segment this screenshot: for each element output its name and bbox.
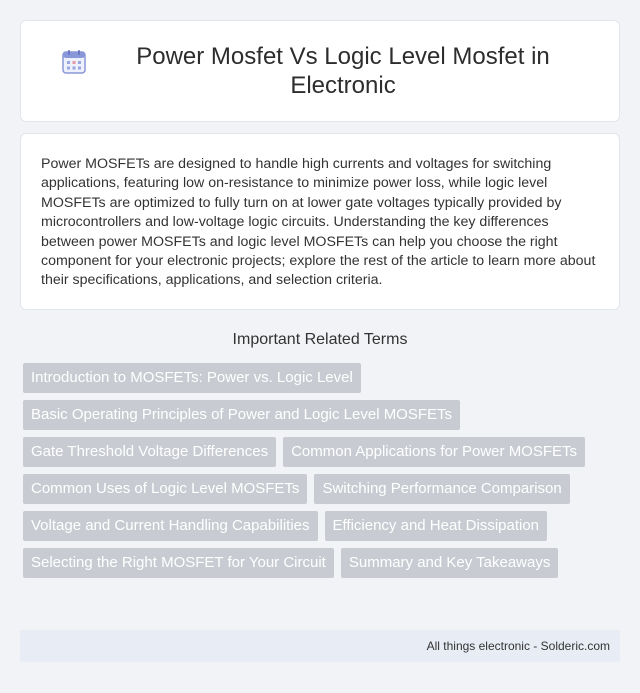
page-title: Power Mosfet Vs Logic Level Mosfet in Electronic: [136, 43, 550, 99]
related-term-tag[interactable]: Common Applications for Power MOSFETs: [283, 437, 585, 467]
footer: [20, 630, 620, 662]
summary-paragraph: Power MOSFETs are designed to handle high currents and voltages for switching applications, featuring low on-resistance to minimize power loss, while logic level MOSFETs are optimized to fully turn on at lower gate voltages typically provided by microcontrollers and low-voltage logic circuits. Understanding the key differences between power MOSFETs and logic level MOSFETs can help you choose the right component for your electronic projects; explore the rest of the article to learn more about their specifications, applications, and selection criteria.: [41, 156, 596, 289]
summary-card: [20, 133, 620, 310]
related-term-tag[interactable]: Gate Threshold Voltage Differences: [23, 437, 276, 467]
related-term-tag[interactable]: Basic Operating Principles of Power and Logic Level MOSFETs: [23, 400, 460, 430]
title-wrap: [60, 42, 580, 100]
footer-text: All things electronic - Solderic.com: [426, 639, 610, 653]
calendar-grid-icon: [60, 48, 88, 76]
related-term-tag[interactable]: Selecting the Right MOSFET for Your Circuit: [23, 548, 334, 578]
title-card: [20, 20, 620, 122]
related-terms-list: [23, 363, 623, 578]
related-terms-heading: Important Related Terms: [232, 331, 408, 348]
related-term-tag[interactable]: Voltage and Current Handling Capabilities: [23, 511, 318, 541]
related-term-tag[interactable]: Summary and Key Takeaways: [341, 548, 558, 578]
related-term-tag[interactable]: Efficiency and Heat Dissipation: [325, 511, 548, 541]
related-term-tag[interactable]: Common Uses of Logic Level MOSFETs: [23, 474, 307, 504]
related-term-tag[interactable]: Introduction to MOSFETs: Power vs. Logic Level: [23, 363, 361, 393]
related-term-tag[interactable]: Switching Performance Comparison: [314, 474, 569, 504]
